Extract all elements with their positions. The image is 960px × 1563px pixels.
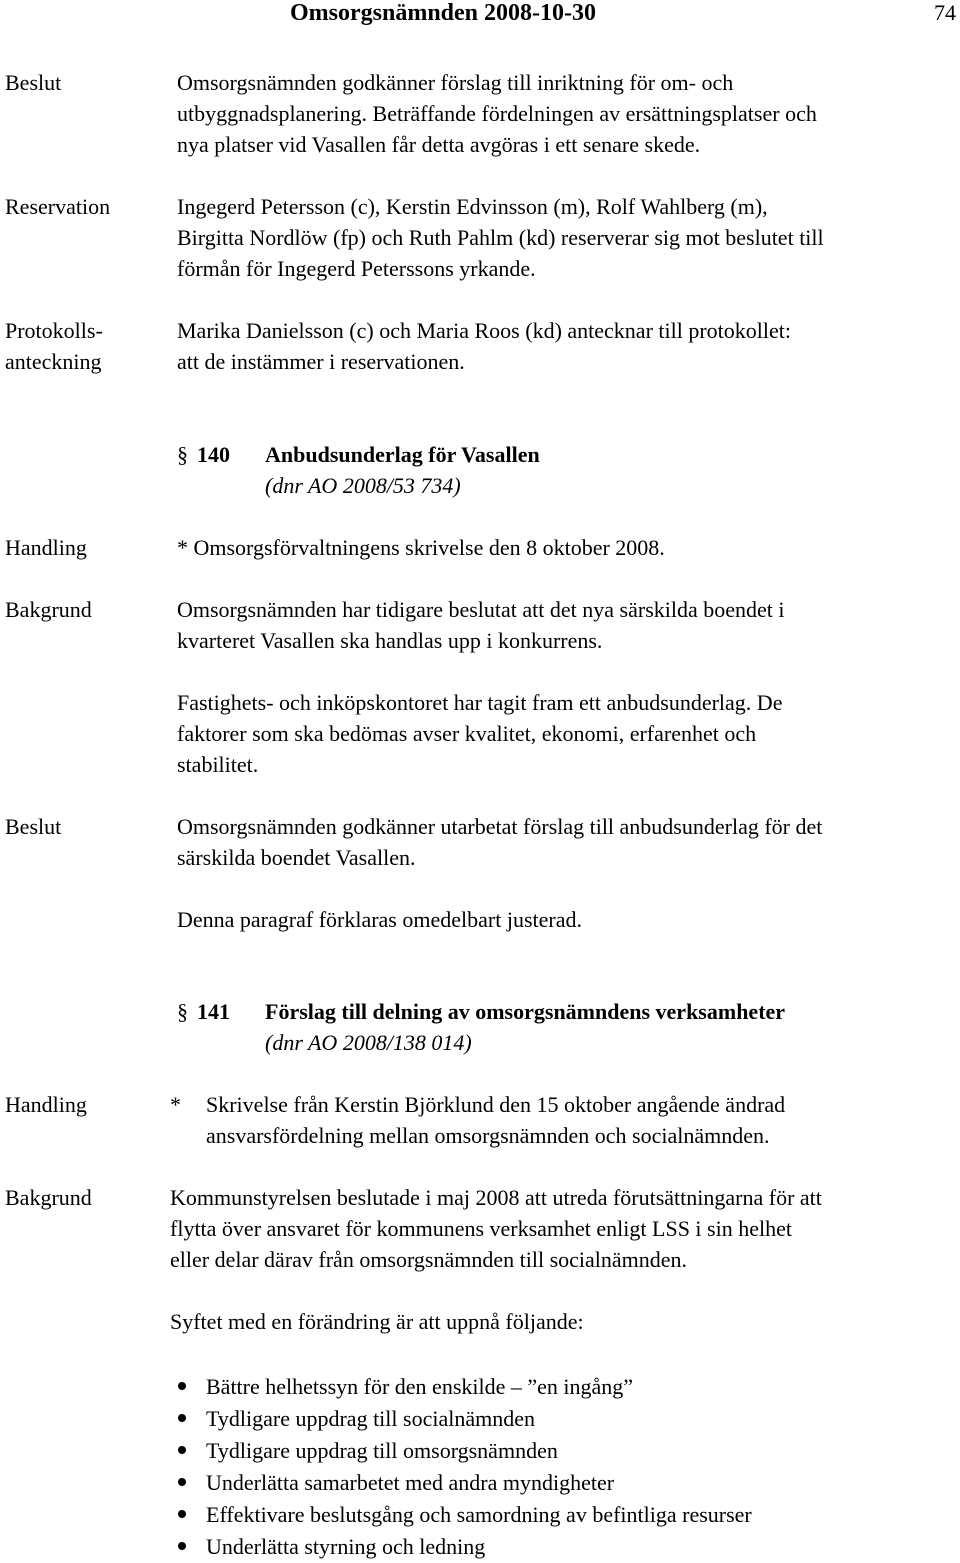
handling-label: Handling [5,1092,87,1117]
bakgrund-line: Omsorgsnämnden har tidigare beslutat att det nya särskilda boendet i [177,597,785,622]
section-dnr: (dnr AO 2008/138 014) [265,1030,472,1055]
handling-line: ansvarsfördelning mellan omsorgsnämnden och socialnämnden. [206,1123,770,1148]
bullet-icon [178,1382,186,1390]
section-symbol: § [177,442,188,467]
section-title: Anbudsunderlag för Vasallen [265,442,540,467]
handling-text: * Omsorgsförvaltningens skrivelse den 8 oktober 2008. [177,535,665,560]
bakgrund-label: Bakgrund [5,1185,92,1210]
beslut-label: Beslut [5,814,62,839]
handling-star: * [170,1092,181,1117]
bullet-icon [178,1478,186,1486]
bullet-icon [178,1542,186,1550]
section-dnr: (dnr AO 2008/53 734) [265,473,461,498]
bakgrund-line: kvarteret Vasallen ska handlas upp i konkurrens. [177,628,603,653]
section-number: 140 [197,442,230,467]
page-header-title: Omsorgsnämnden 2008-10-30 [290,0,597,26]
protokoll-line: att de instämmer i reservationen. [177,349,465,374]
reservation-label: Reservation [5,194,111,219]
bakgrund-label: Bakgrund [5,597,92,622]
bakgrund-line: flytta över ansvaret för kommunens verksamhet enligt LSS i sin helhet [170,1216,792,1241]
bakgrund-line: faktorer som ska bedömas avser kvalitet, ekonomi, erfarenhet och [177,721,757,746]
list-item: Bättre helhetssyn för den enskilde – ”en ingång” [206,1374,634,1399]
list-item: Underlätta styrning och ledning [206,1534,486,1559]
reservation-line: Ingegerd Petersson (c), Kerstin Edvinsson (m), Rolf Wahlberg (m), [177,194,768,219]
beslut-line: särskilda boendet Vasallen. [177,845,416,870]
bullet-icon [178,1510,186,1518]
list-item: Effektivare beslutsgång och samordning av befintliga resurser [206,1502,752,1527]
protokolls-label: Protokolls- [5,318,103,343]
list-item: Underlätta samarbetet med andra myndigheter [206,1470,615,1495]
beslut-line: nya platser vid Vasallen får detta avgöras i ett senare skede. [177,132,701,157]
protokoll-line: Marika Danielsson (c) och Maria Roos (kd) antecknar till protokollet: [177,318,791,343]
syftet-text: Syftet med en förändring är att uppnå följande: [170,1309,584,1334]
bakgrund-line: stabilitet. [177,752,259,777]
bullet-icon [178,1446,186,1454]
section-number: 141 [197,999,230,1024]
reservation-line: Birgitta Nordlöw (fp) och Ruth Pahlm (kd) reserverar sig mot beslutet till [177,225,824,250]
section-symbol: § [177,999,188,1024]
beslut-line: Omsorgsnämnden godkänner utarbetat förslag till anbudsunderlag för det [177,814,823,839]
bakgrund-line: Kommunstyrelsen beslutade i maj 2008 att utreda förutsättningarna för att [170,1185,822,1210]
list-item: Tydligare uppdrag till socialnämnden [206,1406,535,1431]
beslut-line: utbyggnadsplanering. Beträffande fördelningen av ersättningsplatser och [177,101,817,126]
handling-label: Handling [5,535,87,560]
reservation-line: förmån för Ingegerd Peterssons yrkande. [177,256,536,281]
justerad-text: Denna paragraf förklaras omedelbart justerad. [177,907,582,932]
section-title: Förslag till delning av omsorgsnämndens verksamheter [265,999,786,1024]
list-item: Tydligare uppdrag till omsorgsnämnden [206,1438,558,1463]
bakgrund-line: eller delar därav från omsorgsnämnden till socialnämnden. [170,1247,688,1272]
bakgrund-line: Fastighets- och inköpskontoret har tagit fram ett anbudsunderlag. De [177,690,783,715]
anteckning-label: anteckning [5,349,102,374]
beslut-label: Beslut [5,70,62,95]
handling-line: Skrivelse från Kerstin Björklund den 15 oktober angående ändrad [206,1092,786,1117]
beslut-line: Omsorgsnämnden godkänner förslag till inriktning för om- och [177,70,734,95]
bullet-icon [178,1414,186,1422]
page-number: 74 [934,0,956,25]
